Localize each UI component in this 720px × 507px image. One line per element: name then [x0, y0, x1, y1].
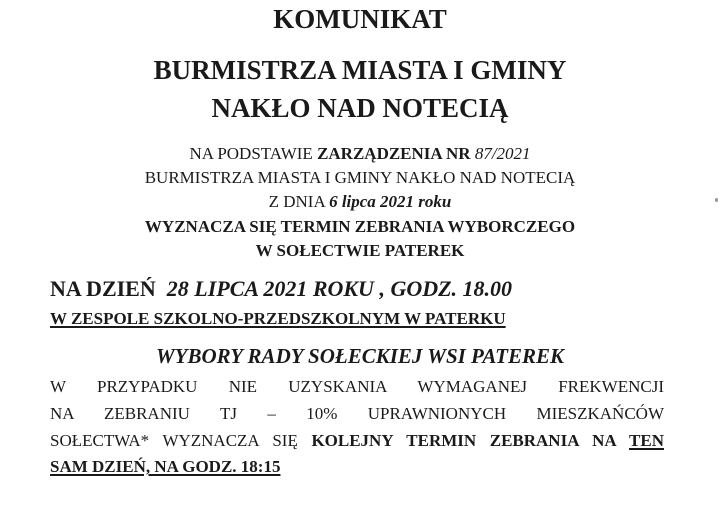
notice-line2: NA ZEBRANIU TJ – 10% UPRAWNIONYCH MIESZKAŃCÓW [50, 404, 664, 423]
notice-line3-bold: KOLEJNY TERMIN ZEBRANIA NA [311, 431, 630, 450]
issuer-line: BURMISTRZA MIASTA I GMINY NAKŁO NAD NOTECIĄ [144, 168, 576, 187]
notice-line3-normal: SOŁECTWA* WYZNACZA SIĘ [50, 431, 312, 450]
basis-intro: NA PODSTAWIE [189, 144, 318, 163]
decree-label: ZARZĄDZENIA NR [317, 144, 471, 163]
announcement-line2: W SOŁECTWIE PATEREK [255, 241, 465, 260]
document-title: KOMUNIKAT [273, 4, 447, 34]
notice-line3 [50, 431, 664, 451]
election-title: WYBORY RADY SOŁECKIEJ WSI PATEREK [155, 344, 565, 368]
meeting-date-value: 28 LIPCA 2021 ROKU , GODZ. 18.00 [166, 276, 513, 301]
basis-line [0, 144, 720, 164]
notice-line4: SAM DZIEŃ, NA GODZ. 18:15 [50, 457, 281, 476]
decree-date-line [0, 192, 720, 212]
scan-speck [715, 198, 718, 202]
meeting-date-line [50, 276, 512, 302]
issuer-title-line1: BURMISTRZA MIASTA I GMINY [153, 55, 567, 85]
decree-date: 6 lipca 2021 roku [329, 192, 452, 211]
notice-line1: W PRZYPADKU NIE UZYSKANIA WYMAGANEJ FREKWENCJI [50, 377, 664, 396]
issuer-title-line2: NAKŁO NAD NOTECIĄ [211, 93, 509, 123]
notice-line3-underlined: TEN [629, 431, 664, 450]
announcement-line1: WYZNACZA SIĘ TERMIN ZEBRANIA WYBORCZEGO [144, 217, 576, 236]
meeting-venue: W ZESPOLE SZKOLNO-PRZEDSZKOLNYM W PATERKU [50, 309, 506, 328]
date-prefix: Z DNIA [268, 192, 325, 211]
decree-number: 87/2021 [474, 144, 531, 163]
meeting-date-label: NA DZIEŃ [50, 276, 156, 301]
